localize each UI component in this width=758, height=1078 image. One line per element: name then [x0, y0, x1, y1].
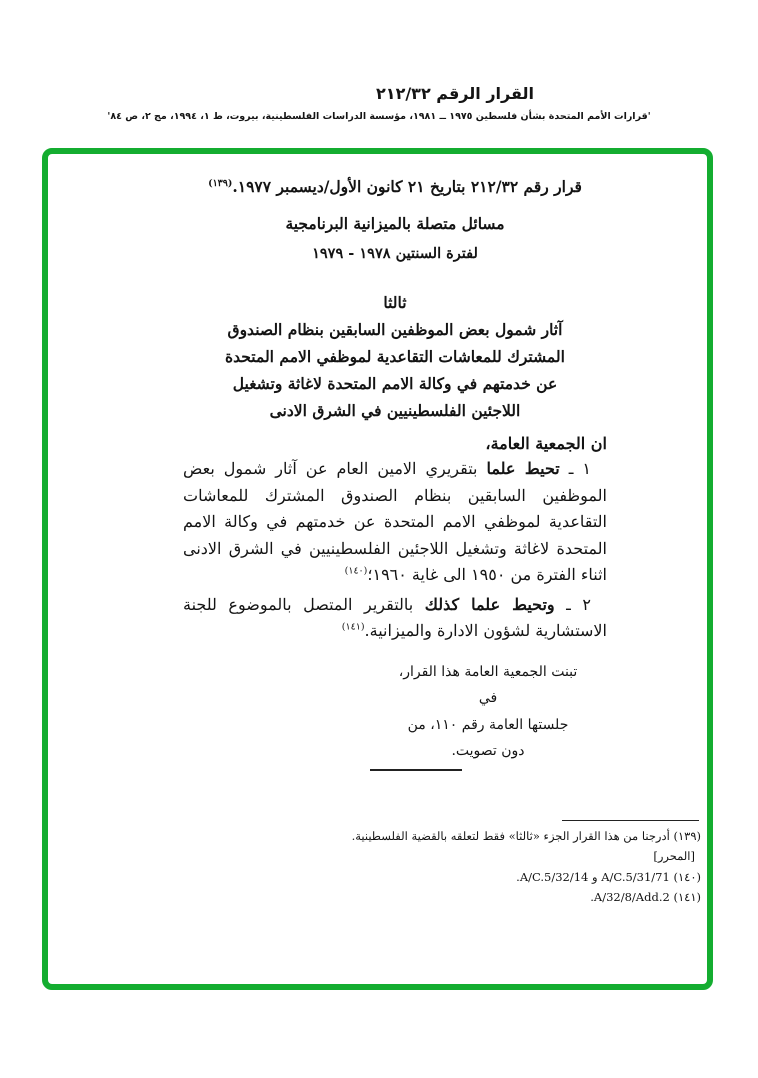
footnote-ref-140: (١٤٠): [344, 565, 368, 577]
footnote-text: A/32/8/Add.2.: [590, 889, 670, 904]
footnote-139: [265, 827, 701, 847]
adoption-line: تبنت الجمعية العامة هذا القرار، في: [398, 663, 578, 706]
paragraph-bold-phrase: وتحيط علما كذلك: [424, 594, 555, 614]
section-label: ثالثا: [383, 292, 407, 312]
footnote-number: (١٤١): [673, 889, 701, 904]
section-title-line: عن خدمتهم في وكالة الامم المتحدة لاغاثة وتشغيل: [232, 374, 558, 393]
paragraph-number: ١ ـ: [559, 459, 592, 478]
section-title-line: آثار شمول بعض الموظفين السابقين بنظام الصندوق: [227, 320, 563, 339]
footnote-text: A/C.5/31/71 و A/C.5/32/14.: [516, 870, 670, 884]
footnote-140: [265, 868, 701, 888]
paragraph-number: ٢ ـ: [554, 594, 591, 614]
footnote-number: (١٤٠): [673, 870, 701, 884]
adoption-note: [398, 659, 578, 765]
footnote-ref-139: (١٣٩): [208, 177, 233, 189]
section-title-line: المشترك للمعاشات التقاعدية لموظفي الامم المتحدة: [225, 347, 565, 366]
operative-paragraph-1: [183, 456, 607, 589]
footnotes-section: [265, 820, 701, 907]
paragraph-text: بالتقرير المتصل بالموضوع للجنة الاستشارية لشؤون الادارة والميزانية.: [183, 594, 607, 640]
editor-note: [المحرر]: [653, 848, 695, 863]
paragraph-bold-phrase: تحيط علما: [486, 459, 560, 478]
adoption-line: جلستها العامة رقم ١١٠، من: [407, 716, 569, 733]
adoption-divider: [370, 769, 462, 771]
operative-paragraph-2: [183, 592, 607, 645]
resolution-frame: [42, 148, 713, 990]
resolution-heading: [183, 174, 607, 201]
subject-line-1: مسائل متصلة بالميزانية البرنامجية: [285, 213, 505, 233]
resolution-body: [183, 166, 607, 771]
footnote-141: [265, 888, 701, 908]
paragraph-text: بتقريري الامين العام عن آثار شمول بعض الموظفين السابقين بنظام الصندوق المشترك للمعاشات التقاعدية لموظفي الامم المتحدة عن خدمتهم في وكالة الامم المتحدة لاغاثة وتشغيل اللاجئين الفلسطينيين في الشرق الادنى اثناء الفترة من ١٩٥٠ الى غاية ١٩٦٠؛: [183, 459, 607, 584]
adoption-line: دون تصويت.: [451, 743, 525, 759]
resolution-heading-text: قرار رقم ٢١٢/٣٢ بتاريخ ٢١ كانون الأول/ديسمبر ١٩٧٧.: [232, 177, 582, 196]
source-citation: 'قرارات الأمم المتحدة بشأن فلسطين ١٩٧٥ ــ ١٩٨١، مؤسسة الدراسات الفلسطينية، بيروت، ط ١، ١٩٩٤، مج ٢، ص ٨٤': [107, 111, 651, 122]
section-title-line: اللاجئين الفلسطينيين في الشرق الادنى: [269, 401, 521, 420]
page-title: القرار الرقم ٢١٢/٣٢: [376, 84, 534, 103]
footnote-number: (١٣٩): [673, 829, 701, 843]
preamble: ان الجمعية العامة،: [485, 434, 607, 453]
footnote-ref-141: (١٤١): [341, 621, 365, 633]
subject-line-2: لفترة السنتين ١٩٧٨ - ١٩٧٩: [312, 245, 478, 262]
footnotes-divider: [562, 820, 699, 821]
footnote-text: أدرجنا من هذا القرار الجزء «ثالثا» فقط لتعلقه بالقضية الفلسطينية.: [351, 829, 670, 843]
